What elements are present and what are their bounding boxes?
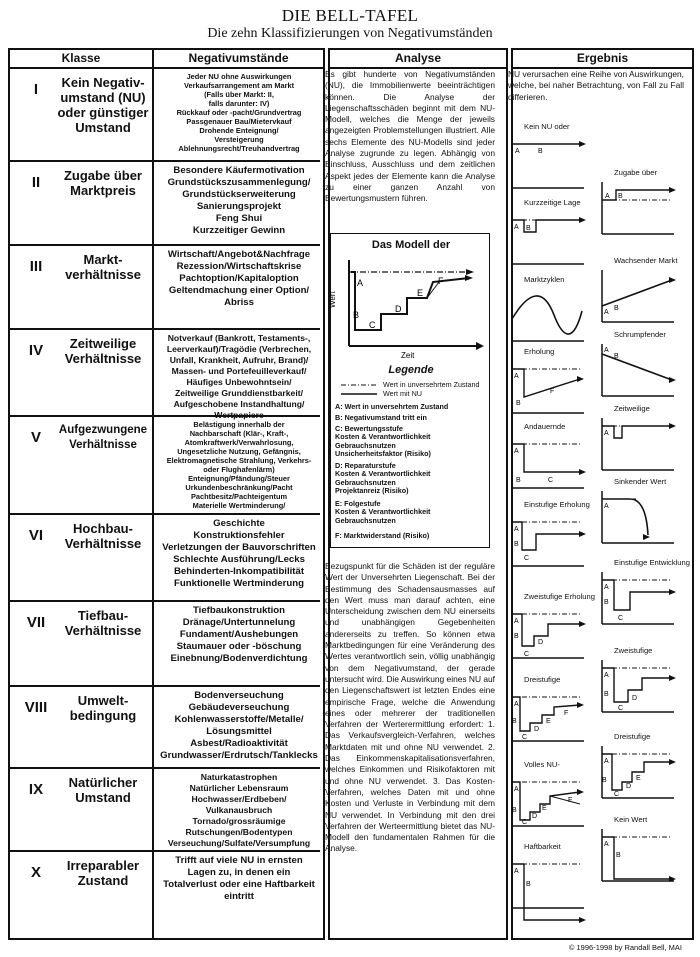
pattern-chart	[600, 825, 680, 883]
analysis-intro: Es gibt hunderte von Negativumständen (NU), die Immobilienwerte beeinträchtigen können. Die Analyse der Liegenschaftsschäden beginnt mit dem NU-Modell, welches die Menge der jeweils angezeigten Problemstellungen illustriert. Alle sechs Elemente des NU-Modells sind jeder Analyse zugrunde zu legen. Abhängig von Einschluss, Ausschluss und dem zeitlichen Aspekt jedes der Elemente kann die Analyse zu einer ganzen Anzahl von Bewertungsmustern führen.	[325, 69, 495, 204]
column-header-negativ: Negativumstände	[154, 50, 323, 69]
pattern-chart	[510, 510, 590, 568]
svg-text:A: A	[604, 841, 609, 848]
pattern-label: Andauernde	[524, 422, 566, 431]
svg-text:B: B	[538, 148, 543, 155]
pattern-chart	[510, 770, 590, 828]
pattern-label: Kurzzeitige Lage	[524, 198, 581, 207]
pattern-chart	[600, 487, 680, 545]
svg-text:A: A	[604, 584, 609, 591]
class-number-viii: VIII	[24, 699, 48, 716]
row-separator	[8, 244, 320, 246]
svg-text:A: A	[514, 701, 519, 708]
svg-text:B: B	[602, 777, 607, 784]
model-label-c: C	[369, 320, 376, 330]
legend-with-nu: Wert mit NU	[383, 389, 422, 398]
negative-circumstances: Geschichte Konstruktionsfehler Verletzungen der Bauvorschriften Schlechte Ausführung/Lecks Behinderten-Inkompatibilität Funktionelle Wertminderung	[162, 518, 316, 589]
svg-text:A: A	[514, 224, 519, 231]
class-name: Tiefbau- Verhältnisse	[64, 608, 142, 638]
model-axis-time: Zeit	[401, 351, 415, 360]
row-separator	[8, 767, 320, 769]
class-number-v: V	[30, 429, 41, 446]
model-label-d: D	[395, 304, 402, 314]
row-separator	[8, 160, 320, 162]
svg-text:B: B	[512, 718, 517, 725]
class-name: Zugabe über Marktpreis	[63, 168, 142, 198]
legend-item: A: Wert in unversehrtem Zustand	[335, 402, 449, 411]
svg-text:A: A	[514, 786, 519, 793]
model-label-e: E	[417, 288, 424, 298]
negative-circumstances: Naturkatastrophen Natürlicher Lebensraum Hochwasser/Erdbeben/ Vulkanausbruch Tornado/grossräumige Rutschungen/Bodentypen Verseuchung/Sulfate/Versumpfung	[167, 772, 311, 848]
class-number-vi: VI	[28, 527, 44, 544]
class-name: Irreparabler Zustand	[66, 858, 140, 888]
svg-text:B: B	[526, 225, 531, 232]
model-label-a: A	[357, 278, 364, 288]
svg-text:B: B	[514, 541, 519, 548]
svg-text:A: A	[605, 193, 610, 200]
class-number-vii: VII	[26, 614, 46, 631]
results-intro: NU verursachen eine Reihe von Auswirkungen, welche, bei naher Betrachtung, von Fall zu Fall differieren.	[508, 69, 684, 102]
pattern-label: Sinkender Wert	[614, 477, 667, 486]
svg-text:A: A	[514, 618, 519, 625]
pattern-label: Volles NU-	[524, 760, 560, 769]
column-header-klasse: Klasse	[10, 50, 152, 69]
svg-text:A: A	[604, 347, 609, 354]
pattern-chart	[600, 656, 680, 714]
page-title: DIE BELL-TAFEL	[281, 6, 419, 25]
svg-text:B: B	[514, 633, 519, 640]
row-separator	[8, 328, 320, 330]
class-name: Natürlicher Umstand	[68, 775, 138, 805]
svg-text:E: E	[636, 775, 641, 782]
class-number-ii: II	[31, 174, 41, 191]
pattern-label: Marktzyklen	[524, 275, 565, 284]
svg-text:B: B	[614, 305, 619, 312]
pattern-chart	[600, 742, 680, 800]
negative-circumstances: Trifft auf viele NU in ernsten Lagen zu, in denen ein Totalverlust oder eine Haftbarkeit eintritt	[163, 855, 315, 902]
pattern-label: Zeitweilige	[614, 404, 650, 413]
pattern-chart	[510, 685, 590, 743]
svg-text:A: A	[514, 448, 519, 455]
negative-circumstances: Belästigung innerhalb der Nachbarschaft (Klär-, Kraft-, Atomkraftwerk/Verwahrlosung, Ungesetzliche Nutzung, Gefängnis, Elektromagnetische Strahlung, Verkehrs- oder Flughafenlärm) Enteignung/Pfändung/Steuer Urkundenbeschränkung/Pacht Pachtbesitz/Pachteigentum Materielle Wertminderung/	[166, 420, 312, 510]
pattern-chart	[600, 266, 680, 324]
copyright: © 1996-1998 by Randall Bell, MAI	[568, 943, 682, 952]
legend-item: E: Folgestufe Kosten & Verantwortlichkeit Gebrauchsnutzen	[335, 499, 431, 525]
svg-text:E: E	[542, 805, 547, 812]
legend-unimpaired: Wert in unversehrtem Zustand	[383, 380, 480, 389]
class-name: Hochbau- Verhältnisse	[64, 521, 142, 551]
negative-circumstances: Jeder NU ohne Auswirkungen Verkaufsarrangement am Markt (Falls über Markt: II, falls darunter: IV) Rückkauf oder -pacht/Grundvertrag Passgenauer Bau/Mietervkauf Drohende Enteignung/ Versteigerung Ablehnungsrecht/Treuhandvertrag	[176, 72, 302, 153]
pattern-label: Dreistufige	[524, 675, 561, 684]
svg-text:A: A	[604, 672, 609, 679]
class-number-x: X	[30, 864, 41, 881]
row-separator	[8, 600, 320, 602]
class-number-iv: IV	[28, 342, 44, 359]
legend-lines	[341, 381, 381, 401]
svg-text:B: B	[616, 852, 621, 859]
svg-text:A: A	[604, 430, 609, 437]
pattern-label: Wachsender Markt	[614, 256, 678, 265]
class-name: Markt- verhältnisse	[65, 252, 141, 282]
svg-text:B: B	[526, 881, 531, 888]
pattern-label: Zweistufige Erholung	[524, 592, 595, 601]
model-label-b: B	[353, 310, 360, 320]
negative-circumstances: Wirtschaft/Angebot&Nachfrage Rezession/Wirtschaftskrise Pachtoption/Kapitaloption Geltendmachung einer Option/ Abriss	[167, 249, 311, 308]
svg-text:A: A	[515, 148, 520, 155]
column-header-ergebnis: Ergebnis	[513, 50, 692, 69]
negative-circumstances: Besondere Käufermotivation Grundstückszusammenlegung/ Grundstückserweiterung Sanierungsprojekt Feng Shui Kurzzeitiger Gewinn	[167, 165, 311, 236]
svg-text:F: F	[568, 797, 573, 804]
svg-text:C: C	[614, 791, 620, 798]
pattern-label: Haftbarkeit	[524, 842, 561, 851]
pattern-chart	[600, 178, 680, 236]
svg-text:C: C	[522, 734, 528, 741]
pattern-label: Kein NU oder	[524, 122, 570, 131]
legend-title: Legende	[388, 364, 434, 376]
class-name: Umwelt- bedingung	[69, 693, 137, 723]
svg-text:B: B	[516, 400, 521, 407]
svg-text:A: A	[604, 758, 609, 765]
row-separator	[8, 513, 320, 515]
svg-text:F: F	[564, 710, 569, 717]
negative-circumstances: Notverkauf (Bankrott, Testaments-, Leerverkauf)/Tragödie (Verbrechen, Unfall, Krankheit, Aufruhr, Brand)/ Massen- und Portefeuilleverkauf/ Häufiges Unbewohntsein/ Zeitweilige Grunddienstbarkeit/ Aufgeschobene Instandhaltung/ Wertpapiere	[166, 333, 312, 420]
pattern-label: Dreistufige	[614, 732, 651, 741]
svg-text:D: D	[632, 695, 638, 702]
column-header-analyse: Analyse	[330, 50, 506, 69]
pattern-chart	[510, 285, 590, 343]
svg-text:C: C	[524, 651, 530, 658]
pattern-chart	[600, 568, 680, 626]
pattern-chart	[510, 602, 590, 660]
pattern-label: Einstufige Entwicklung	[614, 558, 690, 567]
class-name: Zeitweilige Verhältnisse	[64, 336, 142, 366]
svg-text:A: A	[604, 503, 609, 510]
svg-text:C: C	[522, 819, 528, 826]
svg-text:B: B	[604, 599, 609, 606]
svg-text:C: C	[548, 477, 554, 484]
svg-text:B: B	[604, 691, 609, 698]
legend-item: B: Negativumstand tritt ein	[335, 413, 427, 422]
svg-text:E: E	[546, 718, 551, 725]
pattern-label: Kein Wert	[614, 815, 648, 824]
pattern-label: Einstufige Erholung	[524, 500, 590, 509]
pattern-label: Erholung	[524, 347, 555, 356]
svg-text:B: B	[516, 477, 521, 484]
row-separator	[8, 850, 320, 852]
page-subtitle: Die zehn Klassifizierungen von Negativumständen	[207, 26, 493, 41]
svg-text:B: B	[614, 353, 619, 360]
svg-text:F: F	[550, 388, 555, 395]
svg-text:D: D	[532, 813, 538, 820]
class-number-ix: IX	[28, 781, 44, 798]
pattern-label: Zweistufige	[614, 646, 653, 655]
svg-text:A: A	[514, 373, 519, 380]
svg-text:D: D	[626, 783, 632, 790]
model-axis-value: Wert	[328, 291, 337, 308]
model-title: Das Modell der	[371, 239, 451, 251]
svg-text:A: A	[514, 526, 519, 533]
svg-text:C: C	[618, 705, 624, 712]
pattern-chart	[510, 852, 590, 924]
class-number-i: I	[33, 81, 39, 98]
svg-text:D: D	[538, 639, 544, 646]
legend-item: D: Reparaturstufe Kosten & Verantwortlichkeit Gebrauchsnutzen Projektanreiz (Risiko)	[335, 461, 431, 495]
legend-item: C: Bewertungsstufe Kosten & Verantwortlichkeit Gebrauchsnutzen Unsicherheitsfaktor (Risiko)	[335, 424, 431, 458]
negative-circumstances: Bodenverseuchung Gebäudeverseuchung Kohlenwasserstoffe/Metalle/ Lösungsmittel Asbest/Radioaktivität Grundwasser/Erdrutsch/Tanklecks	[160, 690, 318, 761]
class-number-iii: III	[29, 258, 43, 275]
svg-text:B: B	[512, 807, 517, 814]
analysis-body: Bezugspunkt für die Schäden ist der reguläre Wert der Unversehrten Liegenschaft. Bei der Bestimmung des Schadensausmasses auf den Wert muss man darauf achten, eine Unterscheidung zwischen dem NU einerseits und unabhängigen Gegebenheiten andererseits zu treffen. So können etwa Marktbedingungen für eine Veränderung des Wertes verantwortlich sein, völlig unabhängig von dem Negativumstand, der gerade untersucht wird. Die Auswirkung eines NU auf den Liegenschaftswert ist letzten Endes eine empirische Frage, welche die Anwendung eines oder mehrerer der traditionellen Verfahren der Werterermittlung erfordert: 1. Das Verkaufsvergleich-Verfahren, welches Marktdaten mit und ohne NU verwendet. 2. Das Einkommenskapitalisationsverfahren, welches Einkommen und Risikofaktoren mit und ohne NU verwendet. 3. Das Kosten-Verfahren, welches Daten mit und ohne Kosten und Verluste in Verbindung mit dem NU verwendet. In Verbindung mit den drei Verfahren der Werteermittlung bietet das NU-Modell den fundamentalen Rahmen für die Analyse.	[325, 561, 495, 854]
class-name: Aufgezwungene Verhältnisse	[58, 424, 148, 451]
svg-text:A: A	[514, 868, 519, 875]
pattern-chart	[510, 432, 590, 490]
pattern-chart	[600, 414, 680, 472]
row-separator	[8, 685, 320, 687]
svg-text:D: D	[534, 726, 540, 733]
model-label-f: F	[438, 276, 444, 286]
svg-text:C: C	[618, 615, 624, 622]
svg-text:C: C	[524, 555, 530, 562]
class-name: Kein Negativ- umstand (NU) oder günstiger Umstand	[57, 75, 149, 135]
svg-text:A: A	[604, 309, 609, 316]
pattern-label: Zugabe über	[614, 168, 658, 177]
nu-model-diagram	[328, 254, 486, 364]
negative-circumstances: Tiefbaukonstruktion Dränage/Untertunnelung Fundament/Aushebungen Staumauer oder -böschung Einebnung/Bodenverdichtung	[170, 605, 308, 664]
pattern-chart	[510, 208, 590, 266]
pattern-chart	[510, 357, 590, 415]
pattern-label: Schrumpfender	[614, 330, 666, 339]
pattern-chart	[510, 132, 590, 190]
pattern-chart	[600, 340, 680, 398]
legend-item: F: Marktwiderstand (Risiko)	[335, 531, 430, 540]
svg-text:B: B	[618, 193, 623, 200]
nu-model-box	[330, 233, 490, 548]
